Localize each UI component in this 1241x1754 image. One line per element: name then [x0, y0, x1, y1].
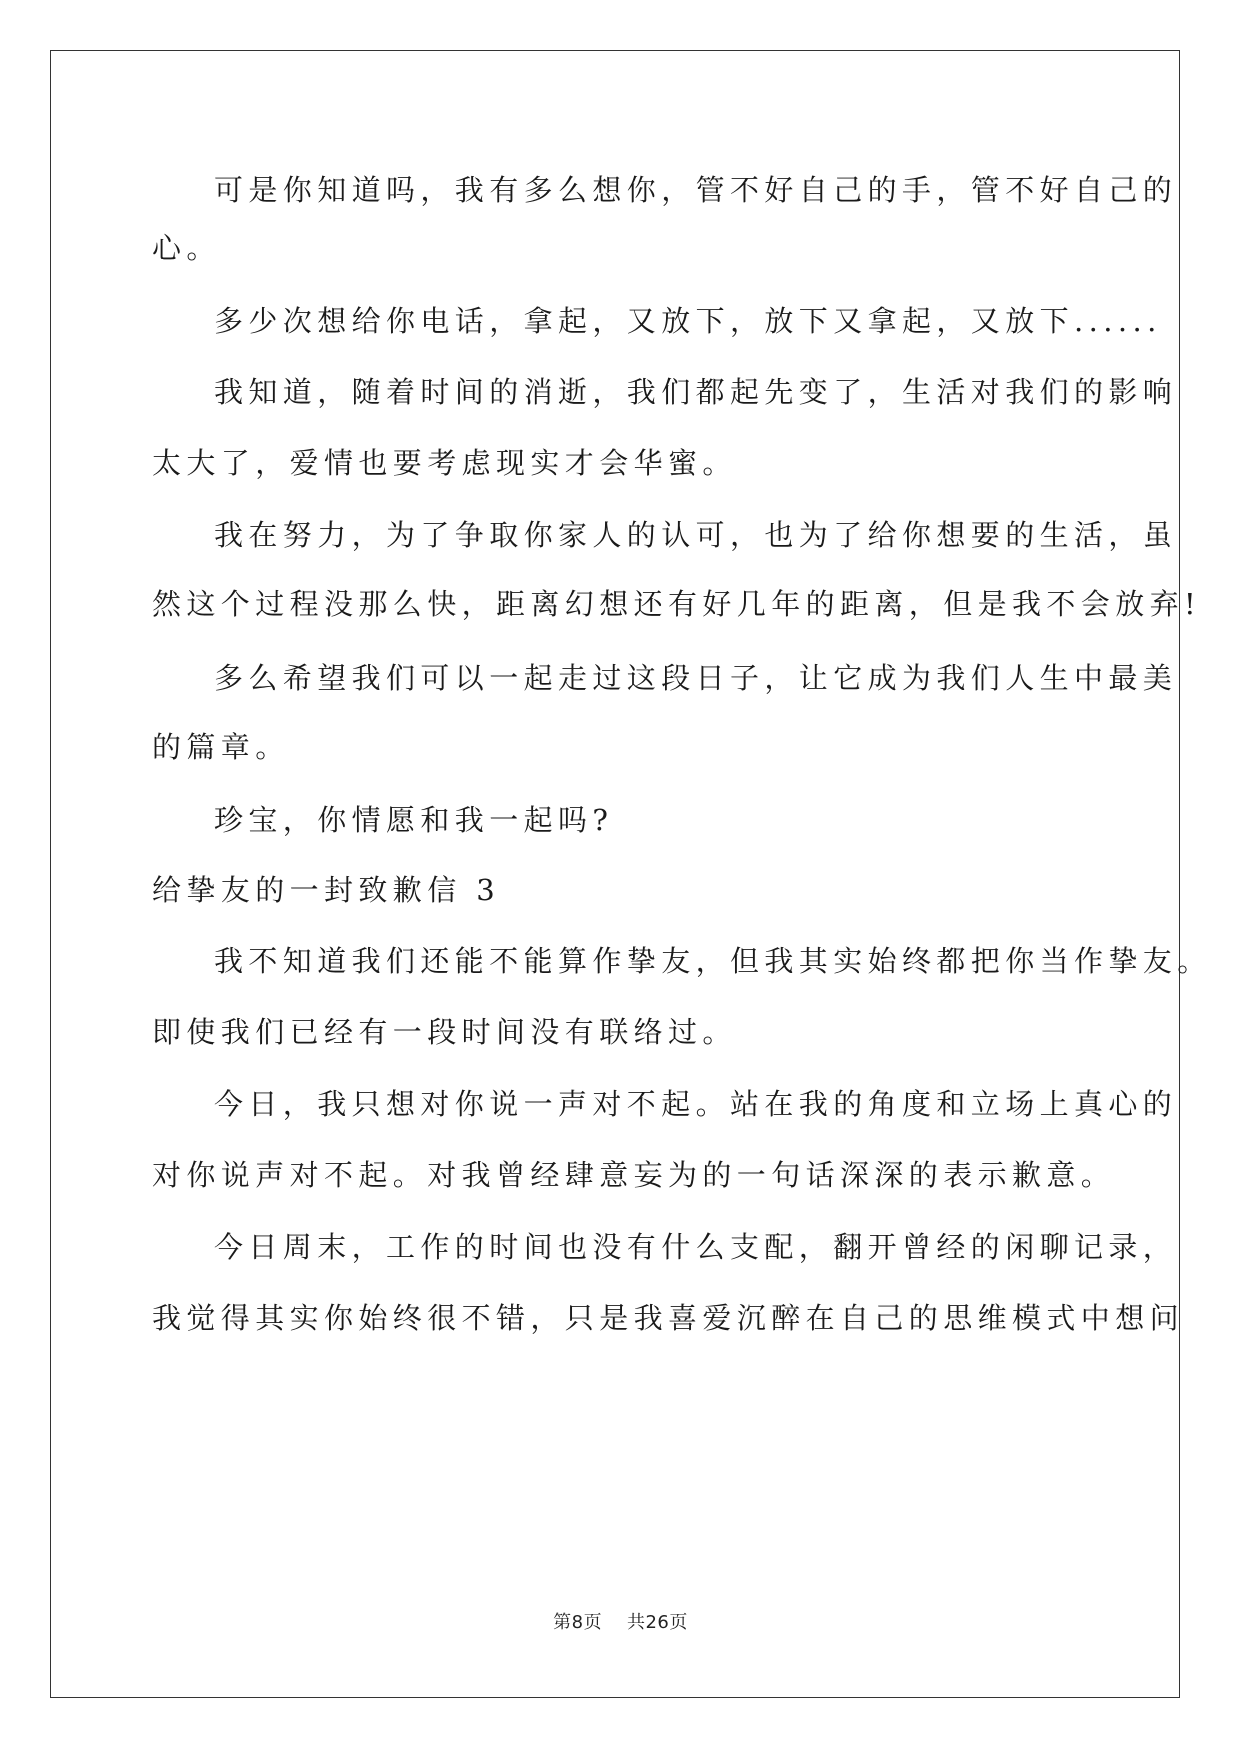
current-page-number: 8	[571, 1612, 584, 1633]
total-label-suffix: 页	[669, 1612, 688, 1633]
paragraph-line-5: 太大了，爱情也要考虑现实才会华蜜。	[152, 446, 737, 480]
paragraph-line-2: 心。	[152, 231, 221, 265]
paragraph-line-12: 我不知道我们还能不能算作挚友，但我其实始终都把你当作挚友。	[214, 944, 1212, 978]
paragraph-line-9: 的篇章。	[152, 730, 290, 764]
paragraph-line-14: 今日，我只想对你说一声对不起。站在我的角度和立场上真心的	[214, 1087, 1178, 1121]
paragraph-line-3: 多少次想给你电话，拿起，又放下，放下又拿起，又放下......	[214, 304, 1162, 338]
page-label-suffix: 页	[583, 1612, 603, 1633]
paragraph-line-13: 即使我们已经有一段时间没有联络过。	[152, 1015, 737, 1049]
paragraph-line-7: 然这个过程没那么快，距离幻想还有好几年的距离，但是我不会放弃!	[152, 587, 1202, 621]
page-label-prefix: 第	[553, 1612, 572, 1633]
paragraph-line-4: 我知道，随着时间的消逝，我们都起先变了，生活对我们的影响	[214, 375, 1178, 409]
total-label-prefix: 共	[626, 1612, 646, 1633]
paragraph-line-1: 可是你知道吗，我有多么想你，管不好自己的手，管不好自己的	[214, 173, 1178, 207]
paragraph-line-15: 对你说声对不起。对我曾经肆意妄为的一句话深深的表示歉意。	[152, 1158, 1116, 1192]
paragraph-line-6: 我在努力，为了争取你家人的认可，也为了给你想要的生活，虽	[214, 518, 1178, 552]
total-pages-number: 26	[645, 1612, 670, 1633]
paragraph-line-17: 我觉得其实你始终很不错，只是我喜爱沉醉在自己的思维模式中想问	[152, 1301, 1185, 1335]
paragraph-line-16: 今日周末，工作的时间也没有什么支配，翻开曾经的闲聊记录，	[214, 1230, 1178, 1264]
section-heading: 给挚友的一封致歉信 3	[152, 873, 501, 907]
paragraph-line-8: 多么希望我们可以一起走过这段日子，让它成为我们人生中最美	[214, 661, 1178, 695]
page-footer	[0, 1608, 1241, 1634]
paragraph-line-10: 珍宝，你情愿和我一起吗?	[214, 803, 614, 837]
